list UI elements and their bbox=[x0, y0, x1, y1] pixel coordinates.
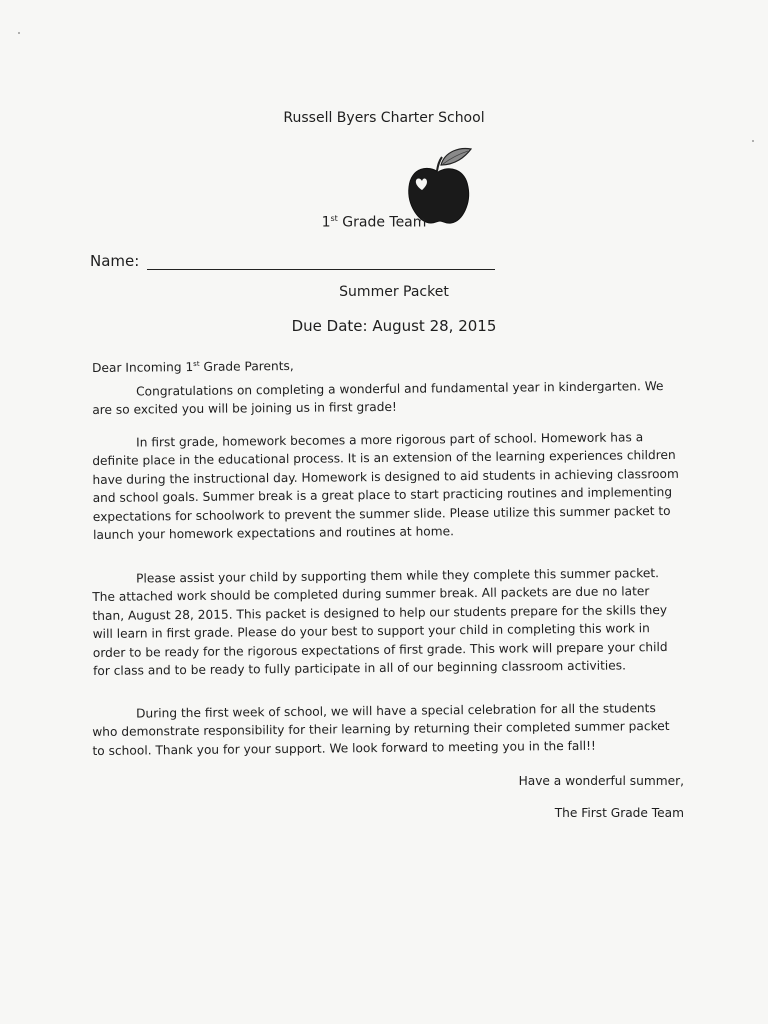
salutation-start: Dear Incoming 1 bbox=[92, 360, 194, 376]
paragraph-homework: In first grade, homework becomes a more rigorous part of school. Homework has a definite place in the educational process. It is an extension of the learning experiences children have during the instructional day. Homework is designed to aid students in achieving classroom and school goals. Summer break is a great place to start practicing routines and implementing expectations for schoolwork to prevent the summer slide. Please utilize this summer packet to launch your homework expectations and routines at home. bbox=[92, 430, 679, 543]
packet-title: Summer Packet bbox=[339, 284, 449, 300]
name-field[interactable] bbox=[90, 252, 495, 270]
paragraph-celebration: During the first week of school, we will have a special celebration for all the students who demonstrate responsibility for their learning by returning their completed summer packet to school. Thank you for your support. We look forward to meeting you in the fall!! bbox=[92, 701, 670, 758]
name-blank-line[interactable] bbox=[147, 257, 495, 270]
salutation-ordinal: st bbox=[193, 359, 200, 368]
team-label-number: 1 bbox=[321, 214, 331, 231]
closing: Have a wonderful summer, bbox=[518, 774, 684, 788]
team-label-text: Grade Team bbox=[337, 214, 427, 231]
name-label: Name: bbox=[90, 252, 140, 270]
scan-speck bbox=[752, 140, 754, 142]
team-label bbox=[0, 214, 758, 231]
paragraph-assist: Please assist your child by supporting them while they complete this summer packet. The attached work should be completed during summer break. All packets are due no later than, August 28, 2015. This packet is designed to help our students prepare for the skills they will learn in first grade. Please do your best to support your child in completing this work in order to be ready for the rigorous expectations of first grade. This work will prepare your child for class and to be ready to fully participate in all of our beginning classroom activities. bbox=[92, 566, 668, 679]
scan-speck bbox=[18, 32, 20, 34]
signature: The First Grade Team bbox=[554, 806, 684, 820]
school-name: Russell Byers Charter School bbox=[283, 110, 485, 126]
salutation bbox=[92, 350, 682, 378]
paragraph-congratulations: Congratulations on completing a wonderful and fundamental year in kindergarten. We are so excited you will be joining us in first grade! bbox=[92, 379, 664, 418]
team-label-ordinal: st bbox=[330, 214, 338, 223]
due-date: Due Date: August 28, 2015 bbox=[291, 317, 497, 335]
salutation-end: Grade Parents, bbox=[199, 358, 294, 374]
